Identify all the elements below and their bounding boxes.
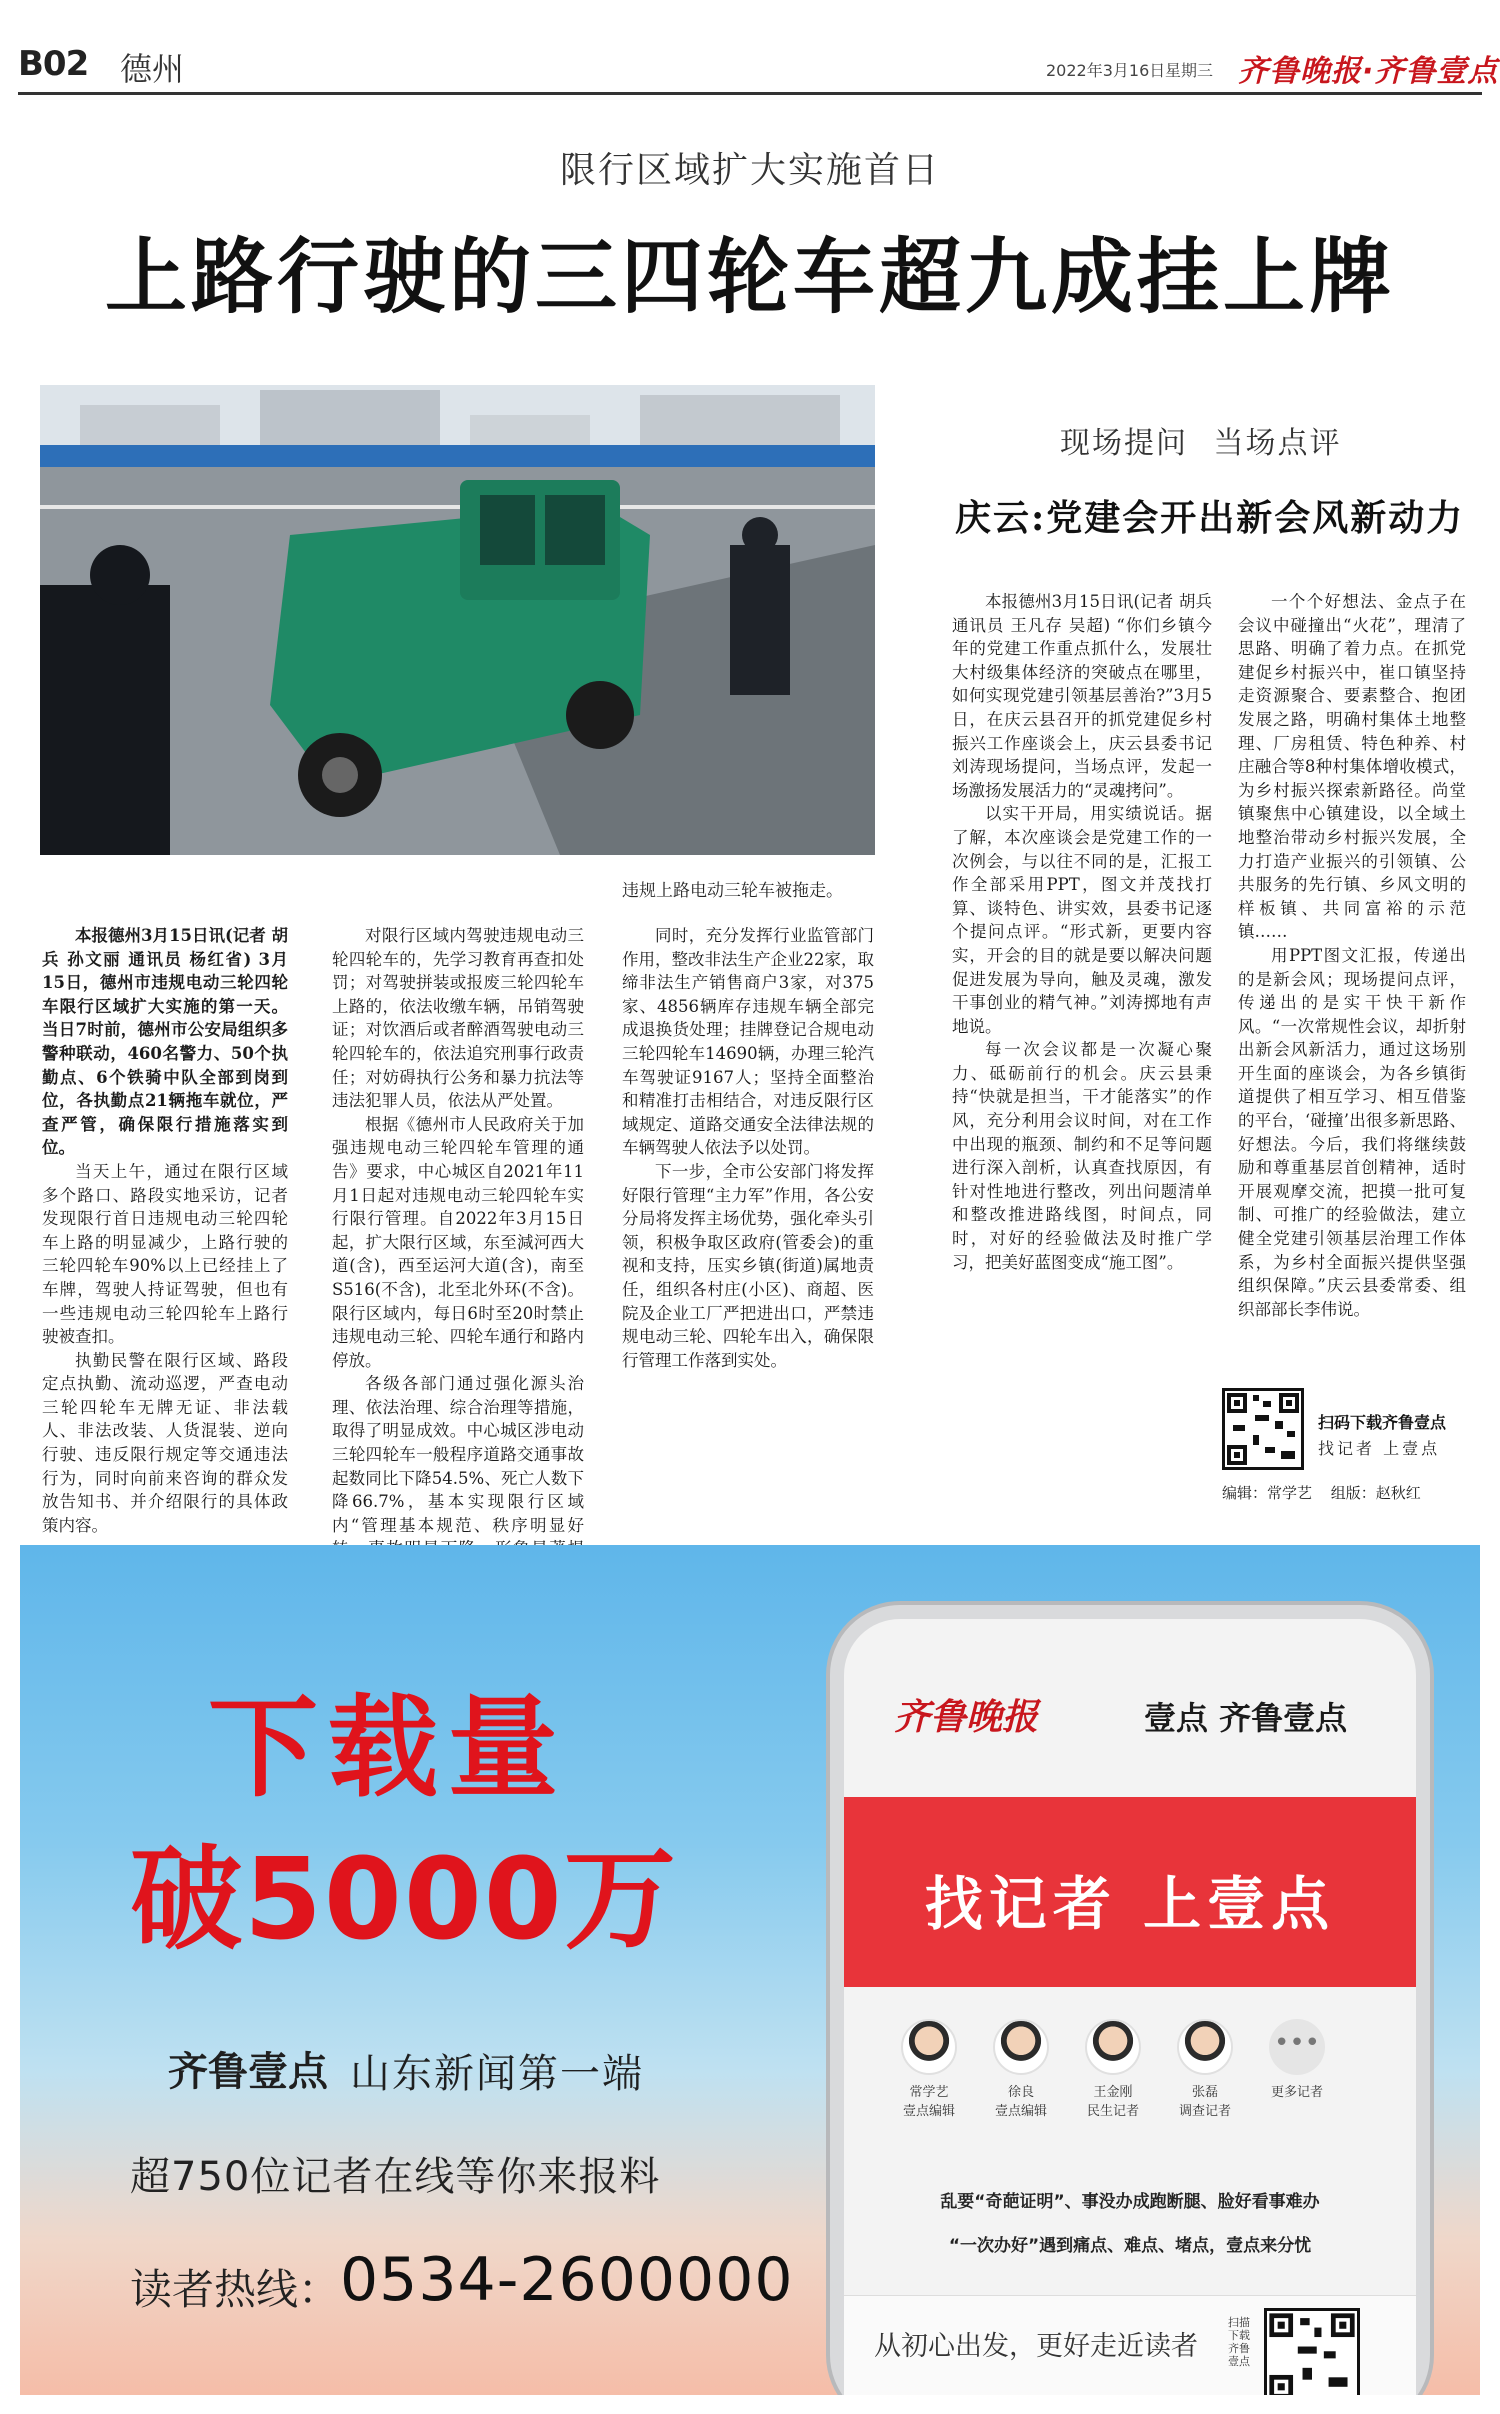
editor-credits: 编辑：常学艺 组版：赵秋红 <box>1222 1484 1421 1502</box>
avatar <box>1085 2019 1141 2075</box>
article-paragraph: 各级各部门通过强化源头治理、依法治理、综合治理等措施，取得了明显成效。中心城区涉电动三轮四轮车一般程序道路交通事故起数同比下降54.5%、死亡人数下降66.7%，基本实现限行区域内“管理基本规范、秩序明显好 <box>332 1374 584 1535</box>
article-paragraph: 根据《德州市人民政府关于加强违规电动三轮四轮车管理的通告》要求，中心城区自2021年11月1日起对违规电动三轮四轮车实行限行管理。自2022年3月15日起，扩大限行区域，东至減河西大道(含)，西至运河大道(含)，南至S516(不含)，北至北外环(不含)。限行区域内，每日6时至20时禁止违规电动三轮、四轮车通行和路内停放。 <box>332 1114 584 1370</box>
reporter-card[interactable] <box>884 2019 974 2119</box>
side-paragraph: 本报德州3月15日讯(记者 胡兵 通讯员 王凡存 吴超) “你们乡镇今年的党建工作重点抓什么，发展壮大村级集体经济的突破点在哪里，如何实现党建引领基层善治?”3月5日，在庆云县召开的抓党建促乡村振兴工作座谈会上，庆云县委书记刘涛现场提问，当场点评，发起一场激扬发展活力的“灵魂拷问”。 <box>952 592 1212 800</box>
ad-headline-1: 下载量 <box>208 1684 568 1812</box>
phone-banner-text: 找记者 上壹点 <box>924 1870 1336 1938</box>
article-column-3 <box>622 924 874 1372</box>
advertisement[interactable] <box>20 1545 1480 2395</box>
article-paragraph: 本报德州3月15日讯(记者 胡兵 孙文丽 通讯员 杨红省) 3月15日，德州市违规电动三轮四轮车限行区域扩大实施的第一天。当日7时前，德州市公安局组织多警种联动，460名警力、50个执勤点、6个铁骑中队全部到岗到位，各执勤点21辆拖车就位，严查严管，确保限行措施落实到位。 <box>42 926 288 1158</box>
phone-brand-logo: 齐鲁晚报 <box>894 1697 1039 1738</box>
phone-footer-text: 从初心出发，更好走近读者 <box>874 2331 1198 2362</box>
reporter-card[interactable] <box>1160 2019 1250 2119</box>
ad-brand-logo: 齐鲁壹点 <box>168 2049 328 2095</box>
news-photo <box>40 385 875 855</box>
phone-mockup <box>830 1605 1430 2395</box>
article-column-2 <box>332 924 584 1585</box>
reporter-role: 调查记者 <box>1178 2104 1231 2119</box>
reporter-name: 常学艺 <box>909 2085 949 2100</box>
ad-slogan: 山东新闻第一端 <box>350 2051 644 2097</box>
side-paragraph: 每一次会议都是一次凝心聚力、砥砺前行的机会。庆云县秉持“快就是担当，干才能落实”的作风，充分利用会议时间，对在工作中出现的瓶颈、制约和不足等问题进行深入剖析，认真查找原因，有针对性地进行整改，列出问题清单和整改推进路线图，时间点，同时，对好的经验做法及时推广学习，把美好蓝图变成“施工图”。 <box>952 1040 1212 1272</box>
section-name: 德州 <box>120 50 185 88</box>
main-kicker: 限行区域扩大实施首日 <box>559 150 940 191</box>
phone-qr-label: 扫描下载齐鲁壹点 <box>1228 2316 1250 2368</box>
side-column-1 <box>952 590 1212 1274</box>
more-reporters-label: 更多记者 <box>1270 2085 1323 2100</box>
avatar <box>993 2019 1049 2075</box>
reporter-role: 壹点编辑 <box>994 2104 1047 2119</box>
reporter-role: 壹点编辑 <box>902 2104 955 2119</box>
reporter-card[interactable] <box>976 2019 1066 2119</box>
phone-tagline-1: 乱要“奇葩证明”、事没办成跑断腿、脸好看事难办 <box>940 2192 1320 2212</box>
ad-hotline-number: 0534-2600000 <box>340 2245 794 2315</box>
article-column-1 <box>42 924 288 1537</box>
phone-footer <box>844 2295 1416 2395</box>
ad-headline-2: 破5000万 <box>130 1835 678 1965</box>
page-number: B02 <box>18 44 89 84</box>
side-kicker: 现场提问 当场点评 <box>1060 426 1342 461</box>
side-paragraph: 一个个好想法、金点子在会议中碰撞出“火花”，理清了思路、明确了着力点。在抓党建促乡村振兴中，崔口镇坚持走资源聚合、要素整合、抱团发展之路，明确村集体土地整理、厂房租赁、特色种养、村庄融合等8种村集体增收模式，为乡村振兴探索新路径。尚堂镇聚焦中心镇建设，以全域土地整治带动乡村振兴发展，全力打造产业振兴的引领镇、公共服务的先行镇、乡风文明的样板镇、共同富裕的示范镇…… <box>1238 592 1466 942</box>
side-column-2 <box>1238 590 1466 1321</box>
reporter-name: 张磊 <box>1191 2085 1218 2100</box>
issue-weekday: 星期三 <box>1165 61 1214 80</box>
photo-illustration <box>40 385 875 855</box>
page-header <box>0 0 1500 92</box>
qr-caption-2: 找记者 上壹点 <box>1318 1439 1441 1458</box>
main-headline: 上路行驶的三四轮车超九成挂上牌 <box>104 229 1395 325</box>
more-reporters-button[interactable] <box>1252 2019 1342 2100</box>
avatar <box>1177 2019 1233 2075</box>
reporter-card[interactable] <box>1068 2019 1158 2119</box>
article-paragraph: 同时，充分发挥行业监管部门作用，整改非法生产企业22家，取缔非法生产销售商户3家，对375家、4856辆库存违规车辆全部完成退换货处理；挂牌登记合规电动三轮四轮车14690辆，办理三轮汽车驾驶证9167人；坚持全面整治和精准打击相结合，对违反限行区域规定、道路交通安全法律法规的车辆驾驶人依法予以处罚。 <box>622 926 874 1158</box>
article-paragraph: 下一步，全市公安部门将发挥好限行管理“主力军”作用，各公安分局将发挥主场优势，强化牵头引领，积极争取区政府(管委会)的重视和支持，压实乡镇(街道)属地责任，组织各村庄(小区)、商超、医院及企业工厂严把进出口，严禁违规电动三轮、四轮车出入，确保限行管理工作落到实处。 <box>622 1161 874 1370</box>
side-paragraph: 用PPT图文汇报，传递出的是新会风；现场提问点评，传递出的是实干快干新作风。“一次常规性会议，却折射出新会风新活力，通过这场别开生面的座谈会，为各乡镇街道提供了相互学习、相互借鉴的平台，‘碰撞’出很多新思路、好想法。今后，我们将继续鼓励和尊重基层首创精神，适时开展观摩交流，把摸一批可复制、可推广的经验做法，建立健全党建引领基层治理工作体系，为乡村全面振兴提供坚强组织保障。”庆云县委常委、组织部部长李伟说。 <box>1238 945 1466 1319</box>
qr-caption-1: 扫码下载齐鲁壹点 <box>1318 1413 1447 1432</box>
header-rule <box>18 92 1482 95</box>
ad-reporters-line: 超750位记者在线等你来报料 <box>130 2154 661 2200</box>
qr-code-icon <box>1225 1391 1301 1467</box>
reporter-name: 王金刚 <box>1093 2085 1133 2100</box>
newspaper-logo: 齐鲁晚报·齐鲁壹点 <box>1238 54 1499 89</box>
side-headline: 庆云:党建会开出新会风新动力 <box>955 497 1465 539</box>
qr-code[interactable] <box>1222 1388 1304 1470</box>
photo-caption: 违规上路电动三轮车被拖走。 <box>622 881 843 901</box>
side-paragraph: 以实干开局，用实绩说话。据了解，本次座谈会是党建工作的一次例会，与以往不同的是，汇报工作全部采用PPT，图文并茂找打算、谈特色、讲实效，县委书记逐个提问点评。“形式新，更要内容实，开会的目的就是要以解决问题促进发展为导向，触及灵魂，激发干事创业的精气神。”刘涛掷地有声地说。 <box>952 804 1212 1036</box>
phone-tagline-2: “一次办好”遇到痛点、难点、堵点，壹点来分忧 <box>948 2236 1312 2256</box>
reporter-name: 徐良 <box>1007 2085 1034 2100</box>
reporter-role: 民生记者 <box>1086 2104 1139 2119</box>
more-icon: ••• <box>1269 2019 1325 2075</box>
article-paragraph: 对限行区域内驾驶违规电动三轮四轮车的，先学习教育再查扣处罚；对驾驶拼装或报废三轮四轮车上路的，依法收缴车辆，吊销驾驶证；对饮酒后或者醉酒驾驶电动三轮四轮车的，依法追究刑事行政责任；对妨碍执行公务和暴力抗法等违法犯罪人员，依法从严处置。 <box>332 926 584 1111</box>
phone-qr-code[interactable] <box>1264 2308 1360 2395</box>
issue-date: 2022年3月16日 <box>1046 61 1166 80</box>
article-paragraph: 当天上午，通过在限行区域多个路口、路段实地采访，记者发现限行首日违规电动三轮四轮车上路的明显减少，上路行驶的三轮四轮车90%以上已经挂上了车牌，驾驶人持证驾驶，但也有一些违规电动三轮四轮车上路行驶被查扣。 <box>42 1161 288 1347</box>
avatar <box>901 2019 957 2075</box>
article-paragraph: 执勤民警在限行区域、路段定点执勤、流动巡逻，严查电动三轮四轮车无牌无证、非法载人、非法改装、人货混装、逆向行驶、违反限行规定等交通违法行为，同时向前来咨询的群众发放告知书、并介绍限行的具体政策内容。 <box>42 1350 288 1535</box>
ad-hotline-label: 读者热线： <box>130 2265 341 2314</box>
phone-app-name: 壹点 齐鲁壹点 <box>1144 1699 1348 1737</box>
qr-code-icon <box>1267 2311 1357 2395</box>
